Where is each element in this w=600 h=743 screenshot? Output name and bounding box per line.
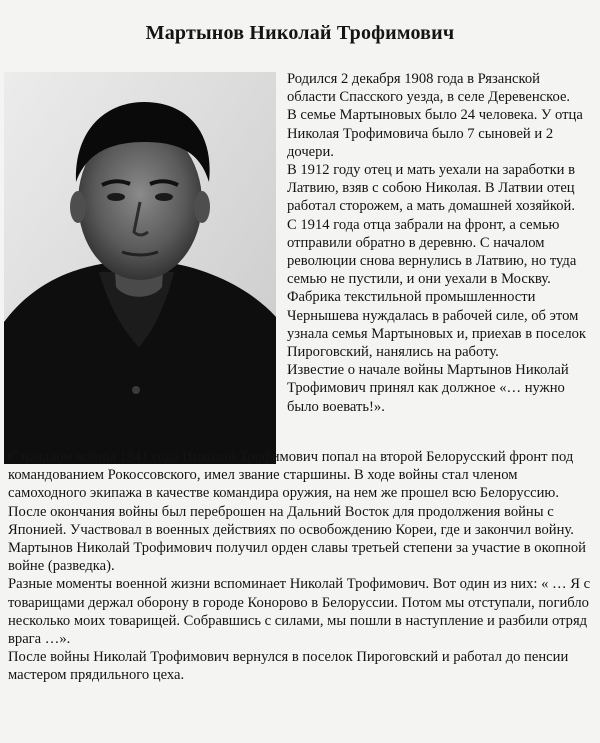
portrait-photo [4,72,276,464]
paragraph-childhood: В 1912 году отец и мать уехали на заработки в Латвию, взяв с собою Николая. В Латвии отец работал сторожем, а мать домашней хозяйкой. С 1914 года отца забрали на фронт, а семью отправили обратно в деревню. С началом революции снова вернулись в Латвию, но туда семью не пустили, и они уехали в Москву. Фабрика текстильной промышленности Чернышева нуждалась в рабочей силе, об этом узнала семья Мартыновых и, приехав в поселок Пироговский, нанялись на работу. [287,162,587,361]
paragraph-award: Мартынов Николай Трофимович получил орден славы третьей степени за участие в окопной войне (разведка). [8,540,586,575]
paragraph-war-news: Известие о начале войны Мартынов Николай Трофимович принял как должное «… нужно было воевать!». [287,362,569,415]
biography-upper [287,70,587,416]
paragraph-after-war: После войны Николай Трофимович вернулся в поселок Пироговский и работал до пенсии мастером прядильного цеха. [8,649,569,684]
page-title: Мартынов Николай Трофимович [145,22,455,44]
paragraph-war-service: С началом войны 1941 года Николай Трофимович попал на второй Белорусский фронт под командованием Рокоссовского, имел звание старшины. В ходе войны стал членом самоходного экипажа в качестве командира оружия, на нем же прошел всю Белоруссию. После окончания войны был переброшен на Дальний Восток для продолжения войны с Японией. Участвовал в военных действиях по освобождению Кореи, где и закончил войну. [8,449,574,538]
paragraph-family: В семье Мартыновых было 24 человека. У отца Николая Трофимовича было 7 сыновей и 2 дочери. [287,107,583,160]
paragraph-memories: Разные моменты военной жизни вспоминает Николай Трофимович. Вот один из них: « … Я с товарищами держал оборону в городе Конорово в Белоруссии. Потом мы отступали, погибло несколько моих товарищей. Собравшись с силами, мы пошли в наступление и разбили отряд врага …». [8,576,591,648]
paragraph-birth: Родился 2 декабря 1908 года в Рязанской области Спасского уезда, в селе Деревенское. [287,71,571,106]
biography-lower [8,448,594,685]
portrait-illustration [4,72,276,464]
